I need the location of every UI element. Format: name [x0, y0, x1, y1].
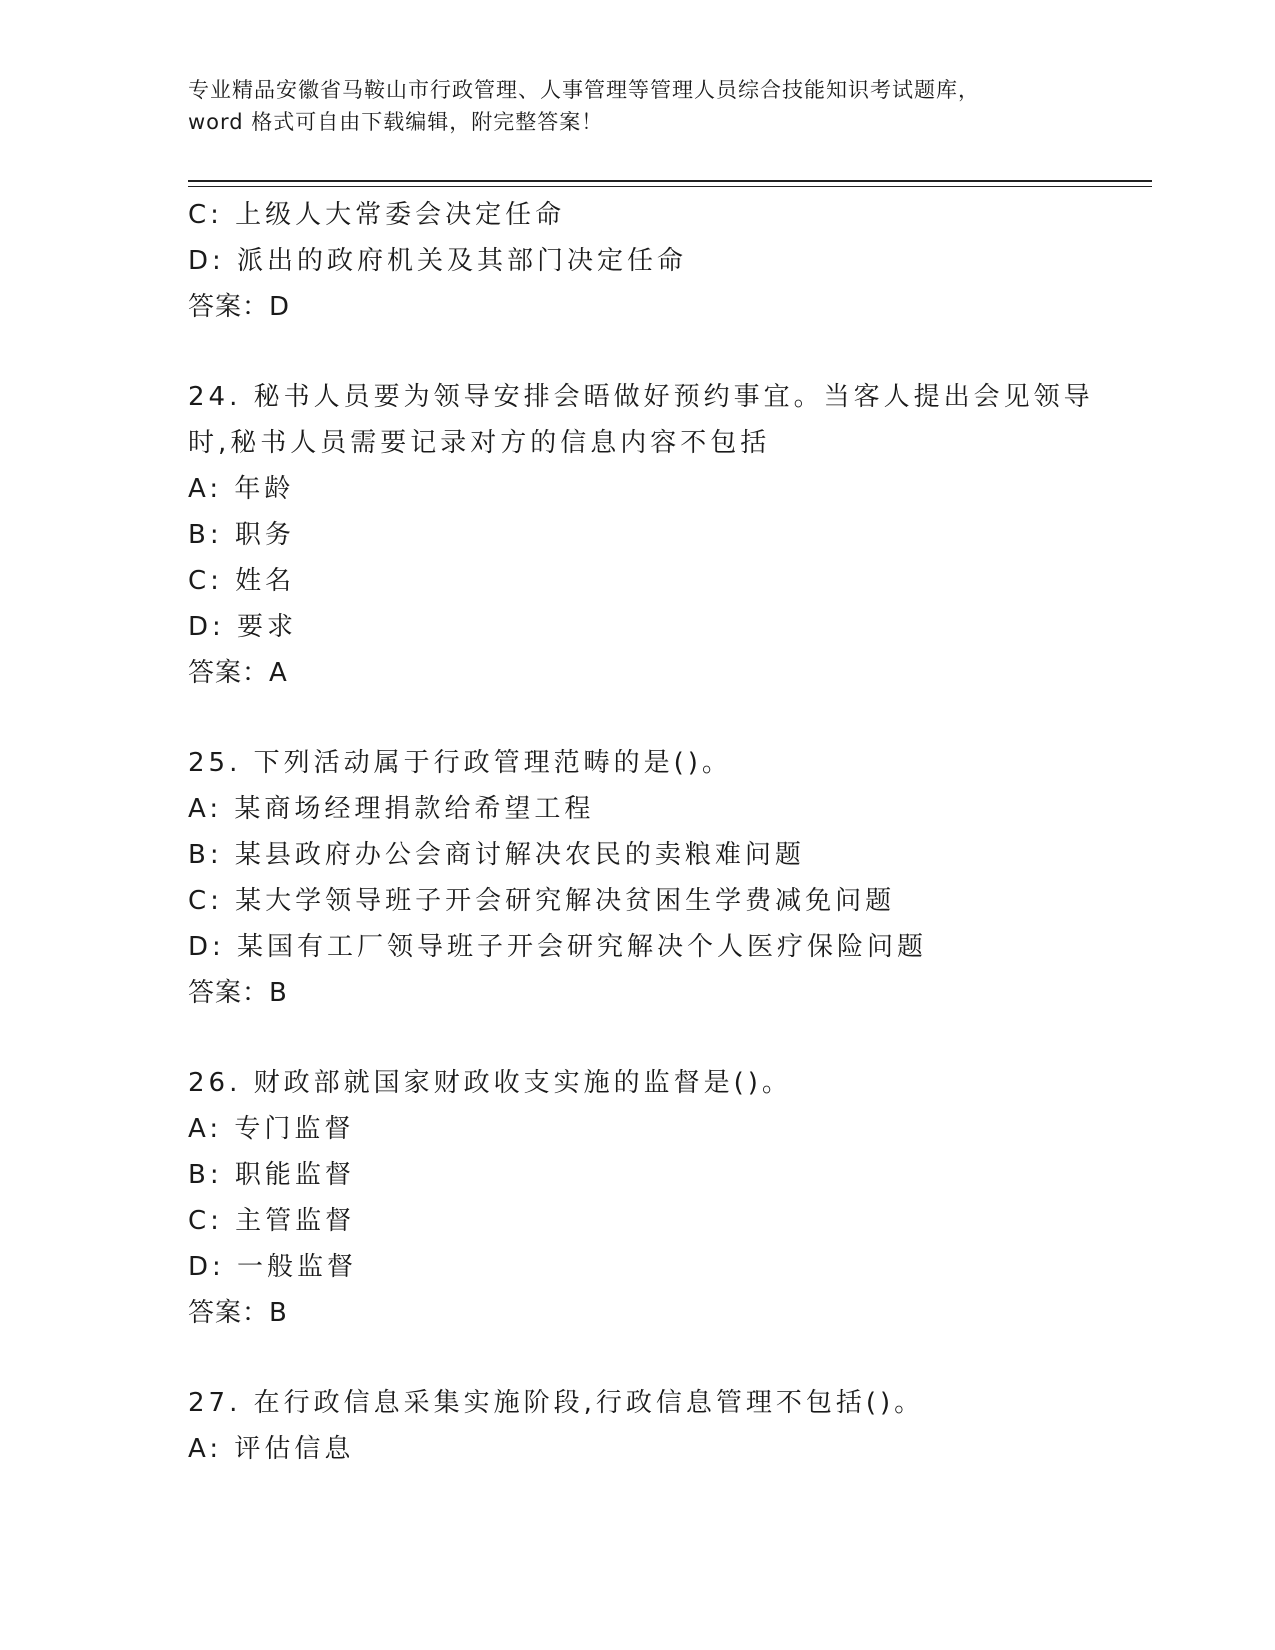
option-b: B: 职务 — [188, 520, 295, 550]
option-a: A: 年龄 — [188, 474, 295, 504]
answer-line: 答案：A — [188, 658, 288, 688]
question-block-25 — [188, 740, 1148, 1016]
spacer — [188, 330, 1148, 374]
option-d: D: 某国有工厂领导班子开会研究解决个人医疗保险问题 — [188, 932, 928, 962]
header-divider-thin — [188, 186, 1152, 187]
question-block-23 — [188, 192, 1148, 330]
option-d: D: 要求 — [188, 612, 298, 642]
header-line-1: 专业精品安徽省马鞍山市行政管理、人事管理等管理人员综合技能知识考试题库， — [188, 78, 980, 102]
question-block-24 — [188, 374, 1148, 696]
answer-line: 答案：B — [188, 1298, 288, 1328]
option-b: B: 职能监督 — [188, 1160, 355, 1190]
option-b: B: 某县政府办公会商讨解决农民的卖粮难问题 — [188, 840, 805, 870]
header-divider-thick — [188, 180, 1152, 182]
question-stem: 27. 在行政信息采集实施阶段,行政信息管理不包括()。 — [188, 1388, 925, 1418]
header-line-2: word 格式可自由下载编辑，附完整答案！ — [188, 110, 604, 134]
option-a: A: 评估信息 — [188, 1434, 355, 1464]
question-stem: 24. 秘书人员要为领导安排会晤做好预约事宜。当客人提出会见领导 — [188, 382, 1094, 412]
option-d: D: 一般监督 — [188, 1252, 358, 1282]
spacer — [188, 696, 1148, 740]
option-a: A: 专门监督 — [188, 1114, 355, 1144]
option-c: C: 某大学领导班子开会研究解决贫困生学费减免问题 — [188, 886, 896, 916]
spacer — [188, 1016, 1148, 1060]
option-c: C: 姓名 — [188, 566, 296, 596]
option-c: C: 上级人大常委会决定任命 — [188, 200, 566, 230]
option-a: A: 某商场经理捐款给希望工程 — [188, 794, 595, 824]
answer-line: 答案：B — [188, 978, 288, 1008]
question-stem: 时,秘书人员需要记录对方的信息内容不包括 — [188, 428, 771, 458]
question-stem: 25. 下列活动属于行政管理范畴的是()。 — [188, 748, 732, 778]
option-c: C: 主管监督 — [188, 1206, 356, 1236]
option-d: D: 派出的政府机关及其部门决定任命 — [188, 246, 688, 276]
answer-line: 答案：D — [188, 292, 291, 322]
spacer — [188, 1336, 1148, 1380]
question-block-26 — [188, 1060, 1148, 1336]
question-list — [188, 192, 1148, 1472]
document-header — [188, 74, 1088, 138]
question-stem: 26. 财政部就国家财政收支实施的监督是()。 — [188, 1068, 792, 1098]
question-block-27 — [188, 1380, 1148, 1472]
